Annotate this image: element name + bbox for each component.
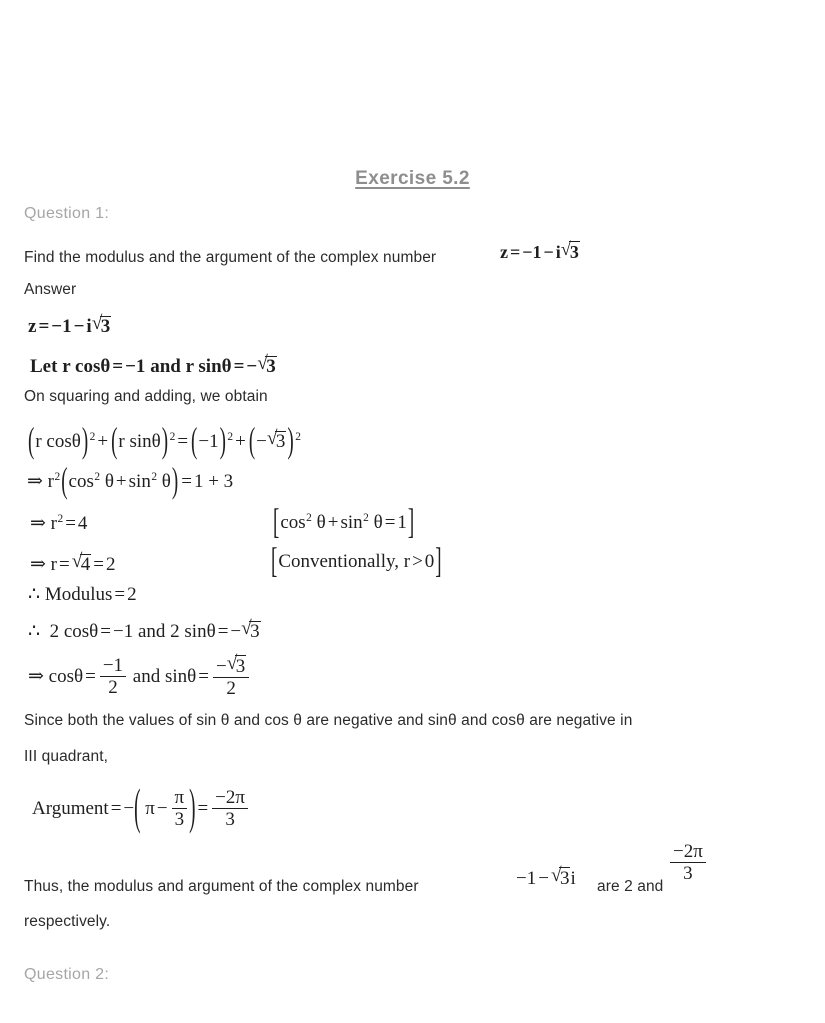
fraction-argument-value — [670, 841, 706, 885]
exponent: 2 — [151, 470, 158, 483]
equation-2cos-2sin — [28, 620, 261, 641]
exponent: 2 — [306, 511, 312, 524]
math-greater-than: > — [412, 551, 423, 572]
modulus-label: Modulus — [44, 584, 113, 605]
sqrt-icon — [72, 553, 92, 574]
fraction-sin-value — [213, 654, 249, 700]
math-and: and — [137, 621, 166, 642]
math-theta: θ — [373, 512, 383, 533]
math-minus: − — [156, 798, 168, 820]
equation-argument — [32, 781, 250, 836]
math-equals: = — [197, 798, 209, 820]
math-2cos: 2 cosθ — [49, 621, 99, 642]
math-r: r — [50, 554, 57, 575]
fraction-numerator: −2π — [670, 841, 706, 863]
fraction-numerator: −1 — [100, 655, 126, 677]
implies-icon: ⇒ — [30, 554, 46, 575]
math-minus: − — [246, 356, 258, 377]
fraction-denominator: 2 — [108, 677, 118, 699]
exponent: 2 — [363, 511, 369, 524]
math-theta: θ — [104, 471, 114, 492]
fraction-pi-over-3 — [172, 787, 188, 831]
math-equals: = — [233, 356, 245, 377]
implies-icon: ⇒ — [27, 471, 43, 492]
fraction-cos-value — [100, 655, 126, 699]
math-value-minus-one: −1 — [113, 621, 134, 642]
let-keyword: Let — [30, 356, 58, 377]
math-equals: = — [510, 242, 521, 262]
math-cos: cos — [280, 512, 306, 533]
quadrant-explanation-line-2: III quadrant, — [24, 748, 109, 765]
paren-close: ) — [81, 421, 89, 462]
math-sin: sin — [340, 512, 363, 533]
sqrt-icon — [561, 240, 580, 263]
math-sin: sinθ — [164, 666, 197, 688]
math-minus-one: −1 — [51, 316, 72, 337]
math-equals: = — [177, 431, 189, 452]
sqrt-icon — [257, 355, 277, 376]
math-equals: = — [59, 554, 70, 575]
math-and: and — [150, 356, 181, 377]
math-i: i — [86, 316, 92, 337]
sqrt-radicand: 3 — [100, 316, 111, 337]
therefore-icon: ∴ — [28, 584, 41, 605]
note-convention — [270, 541, 443, 582]
sqrt-radicand: 3 — [275, 431, 286, 452]
equation-z-definition — [28, 315, 111, 336]
conclusion-prefix: Thus, the modulus and argument of the complex number — [24, 878, 419, 895]
math-equals: = — [65, 513, 76, 534]
math-equals: = — [85, 666, 96, 688]
exponent: 2 — [169, 430, 176, 443]
paren-close: ) — [161, 421, 169, 462]
math-minus: − — [73, 316, 85, 337]
equation-squaring — [27, 421, 301, 462]
paren-open: ( — [61, 461, 68, 502]
sqrt-icon — [551, 866, 571, 890]
fraction-numerator: −2π — [212, 787, 248, 809]
sqrt-radicand: 3 — [266, 356, 276, 377]
sqrt-icon — [241, 620, 261, 641]
question-1-prompt-math — [500, 240, 580, 263]
math-2sin: 2 sinθ — [170, 621, 216, 642]
math-minus: − — [123, 798, 135, 820]
fraction-numerator: π — [172, 787, 188, 809]
math-z: z — [500, 242, 508, 262]
paren-open: ( — [111, 421, 118, 462]
math-sin: sin — [128, 471, 151, 492]
math-equals: = — [110, 798, 122, 820]
math-one: 1 — [397, 512, 407, 533]
math-value-minus-one: −1 — [125, 356, 146, 377]
math-plus: + — [97, 431, 109, 452]
paren-open: ( — [191, 421, 198, 462]
argument-label: Argument — [32, 798, 109, 820]
exponent: 2 — [57, 512, 64, 525]
sqrt-icon — [92, 315, 112, 336]
math-plus: + — [235, 431, 246, 452]
math-plus: + — [115, 471, 127, 492]
question-1-prompt: Find the modulus and the argument of the complex number — [24, 249, 437, 266]
therefore-icon: ∴ — [28, 621, 41, 642]
math-equals: = — [181, 471, 192, 492]
math-plus: + — [327, 512, 339, 533]
conclusion-complex-number-math — [516, 866, 576, 890]
bracket-open: [ — [273, 502, 280, 543]
note-pythagorean-identity — [272, 502, 415, 543]
math-minus: − — [543, 242, 554, 262]
paren-close: ) — [287, 421, 294, 462]
math-minus-one: −1 — [522, 242, 542, 262]
fraction-denominator: 3 — [225, 809, 235, 831]
sqrt-icon — [227, 654, 247, 677]
question-2-label: Question 2: — [24, 966, 110, 983]
exponent: 2 — [227, 430, 234, 443]
math-pi: π — [145, 798, 155, 820]
exponent: 2 — [295, 430, 301, 443]
question-1-label: Question 1: — [24, 205, 110, 222]
math-equals: = — [114, 584, 126, 605]
math-cos: cos — [68, 471, 94, 492]
math-rsin: r sinθ — [118, 431, 161, 452]
sqrt-radicand: 4 — [80, 554, 91, 575]
conclusion-middle: are 2 and — [597, 878, 664, 895]
equation-modulus-result — [28, 585, 137, 604]
sqrt-radicand: 3 — [250, 621, 260, 642]
math-rsin: r sinθ — [185, 356, 232, 377]
fraction-denominator: 2 — [226, 678, 236, 700]
implies-icon: ⇒ — [28, 666, 44, 688]
math-zero: 0 — [424, 551, 435, 572]
page-title — [0, 168, 825, 190]
math-rhs: 1 + 3 — [193, 471, 234, 492]
bracket-close: ] — [407, 502, 415, 543]
math-and: and — [132, 666, 161, 688]
paren-open: ( — [248, 421, 256, 462]
math-minus: − — [538, 868, 549, 889]
exponent: 2 — [89, 430, 96, 443]
math-r: r — [47, 471, 54, 492]
conclusion-suffix: respectively. — [24, 913, 111, 930]
paren-close: ) — [219, 421, 226, 462]
equation-r2-identity — [27, 461, 234, 502]
math-minus-one: −1 — [516, 868, 537, 889]
math-minus-one: −1 — [198, 431, 219, 452]
answer-label: Answer — [24, 281, 77, 298]
math-minus: − — [256, 431, 267, 452]
fraction-denominator: 3 — [683, 863, 693, 885]
fraction-numerator — [213, 654, 249, 678]
math-r: r — [403, 551, 411, 572]
math-equals: = — [198, 666, 209, 688]
math-minus: − — [215, 656, 227, 677]
math-equals: = — [93, 554, 104, 575]
math-z: z — [28, 316, 37, 337]
sqrt-radicand: 3 — [559, 868, 570, 889]
note-convention-text: Conventionally, — [278, 551, 399, 572]
equation-r2-equals-4 — [30, 514, 87, 533]
math-equals: = — [112, 356, 124, 377]
math-theta: θ — [316, 512, 326, 533]
paren-open: ( — [28, 421, 35, 462]
math-equals: = — [384, 512, 396, 533]
math-value: 4 — [77, 513, 88, 534]
squaring-text: On squaring and adding, we obtain — [24, 388, 268, 405]
math-rcos: r cosθ — [35, 431, 81, 452]
sqrt-radicand: 3 — [235, 656, 246, 677]
math-minus: − — [230, 621, 242, 642]
math-i: i — [570, 868, 576, 889]
bracket-open: [ — [271, 541, 278, 582]
math-equals: = — [100, 621, 111, 642]
exercise-heading-text: Exercise 5.2 — [355, 168, 470, 189]
exponent: 2 — [94, 470, 101, 483]
math-value: 2 — [127, 584, 137, 605]
math-rcos: r cosθ — [62, 356, 111, 377]
paren-close: ) — [171, 461, 179, 502]
math-r: r — [50, 513, 57, 534]
paren-open: ( — [134, 781, 141, 836]
math-equals: = — [217, 621, 229, 642]
sqrt-icon — [267, 430, 287, 451]
bracket-close: ] — [435, 541, 442, 582]
equation-r-equals-2 — [30, 553, 115, 574]
math-theta: θ — [161, 471, 171, 492]
equation-let-rcos-rsin — [30, 355, 277, 376]
implies-icon: ⇒ — [30, 513, 46, 534]
quadrant-explanation-line-1: Since both the values of sin θ and cos θ are negative and sinθ and cosθ are negative in — [24, 712, 633, 729]
equation-cos-sin-fractions — [28, 655, 251, 701]
sqrt-radicand: 3 — [569, 242, 579, 262]
exponent: 2 — [54, 470, 61, 483]
math-cos: cosθ — [48, 666, 84, 688]
math-value: 2 — [105, 554, 116, 575]
math-equals: = — [38, 316, 50, 337]
math-i: i — [555, 242, 561, 262]
conclusion-argument-fraction — [668, 842, 708, 886]
fraction-argument-result — [212, 787, 248, 831]
fraction-denominator: 3 — [174, 809, 185, 831]
paren-close: ) — [189, 781, 196, 836]
